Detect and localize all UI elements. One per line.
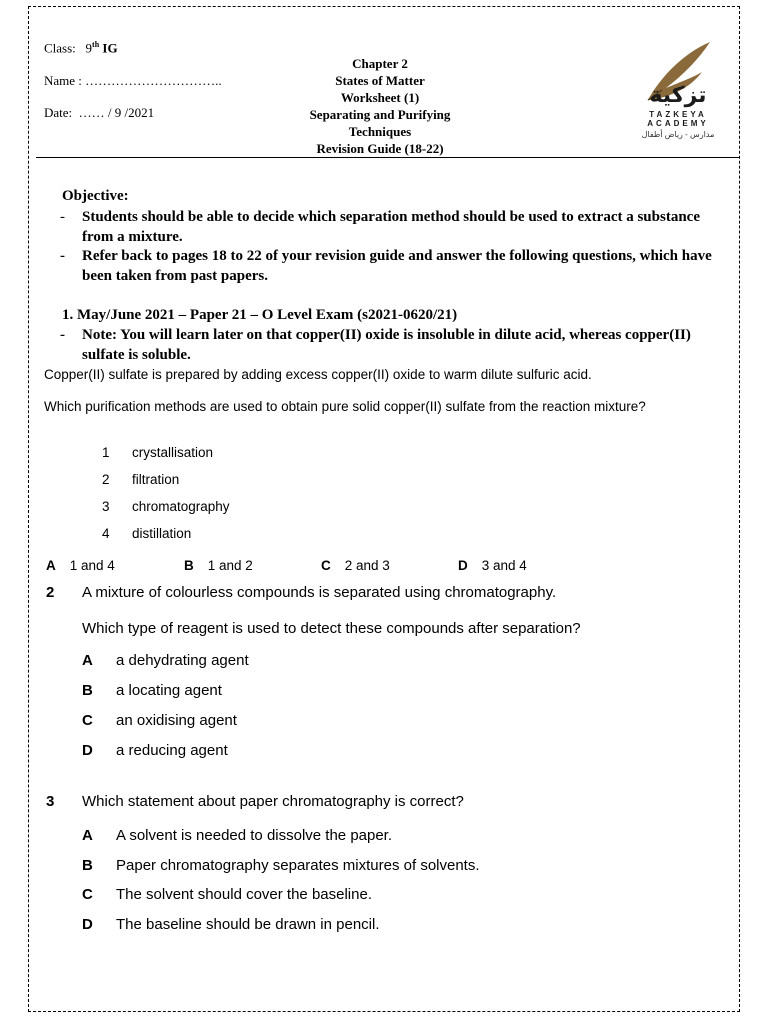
question2-number: 2 [46,584,55,601]
date-field[interactable]: Date: …… / 9 /2021 [44,105,155,120]
name-field[interactable]: Name : ………………………….. [44,73,222,88]
question2-line2: Which type of reagent is used to detect these compounds after separation? [82,620,581,637]
worksheet-title-block [270,55,490,157]
q2-choice-c[interactable]: C an oxidising agent [82,712,237,729]
chapter-title: Chapter 2 [352,56,408,71]
logo-arabic-name: تزكية [649,82,707,107]
question3-line1: Which statement about paper chromatography is correct? [82,793,464,810]
method-item: 2 filtration [102,472,180,487]
method-item: 4 distillation [102,526,192,541]
q3-choice-d[interactable]: D The baseline should be drawn in pencil. [82,916,380,933]
objective-bullet-2: - Refer back to pages 18 to 22 of your revision guide and answer the following questions, which have been taken from past papers. [60,248,712,284]
q3-choice-c[interactable]: C The solvent should cover the baseline. [82,886,372,903]
worksheet-number: Worksheet (1) [340,90,420,105]
method-item: 1 crystallisation [102,445,214,460]
q2-choice-b[interactable]: B a locating agent [82,682,222,699]
q3-choice-a[interactable]: A A solvent is needed to dissolve the paper. [82,827,393,844]
q2-choice-d[interactable]: D a reducing agent [82,742,228,759]
topic-title: States of Matter [335,73,425,88]
question2-line1: A mixture of colourless compounds is separated using chromatography. [82,584,557,601]
q1-choice-a[interactable]: A 1 and 4 [46,558,115,573]
logo-latin-line1: TAZKEYA [649,110,707,119]
header-divider [36,157,740,158]
method-item: 3 chromatography [102,499,230,514]
q3-choice-b[interactable]: B Paper chromatography separates mixtures of solvents. [82,857,480,874]
subtitle-line2: Techniques [348,124,412,139]
question1-question: Which purification methods are used to obtain pure solid copper(II) sulfate from the reaction mixture? [44,399,646,414]
objective-title: Objective: [62,188,129,204]
question1-stem: Copper(II) sulfate is prepared by adding excess copper(II) oxide to warm dilute sulfuric acid. [44,367,592,382]
revision-guide-ref: Revision Guide (18-22) [316,141,444,156]
question1-note: - Note: You will learn later on that copper(II) oxide is insoluble in dilute acid, whereas copper(II) sulfate is soluble. [60,327,691,363]
logo-latin-line2: ACADEMY [647,119,709,128]
q1-choice-b[interactable]: B 1 and 2 [184,558,253,573]
class-field: Class: 9th IG [44,40,118,56]
q1-choice-c[interactable]: C 2 and 3 [321,558,390,573]
q2-choice-a[interactable]: A a dehydrating agent [82,652,249,669]
question3-number: 3 [46,793,55,810]
question1-heading: 1. May/June 2021 – Paper 21 – O Level Exam (s2021-0620/21) [62,307,458,323]
objective-bullet-1: - Students should be able to decide which separation method should be used to extract a substance from a mixture. [60,209,700,245]
q1-choice-d[interactable]: D 3 and 4 [458,558,527,573]
academy-logo [626,38,730,146]
logo-arabic-sub: مدارس - رياض أطفال [641,130,715,139]
subtitle-line1: Separating and Purifying [309,107,451,122]
